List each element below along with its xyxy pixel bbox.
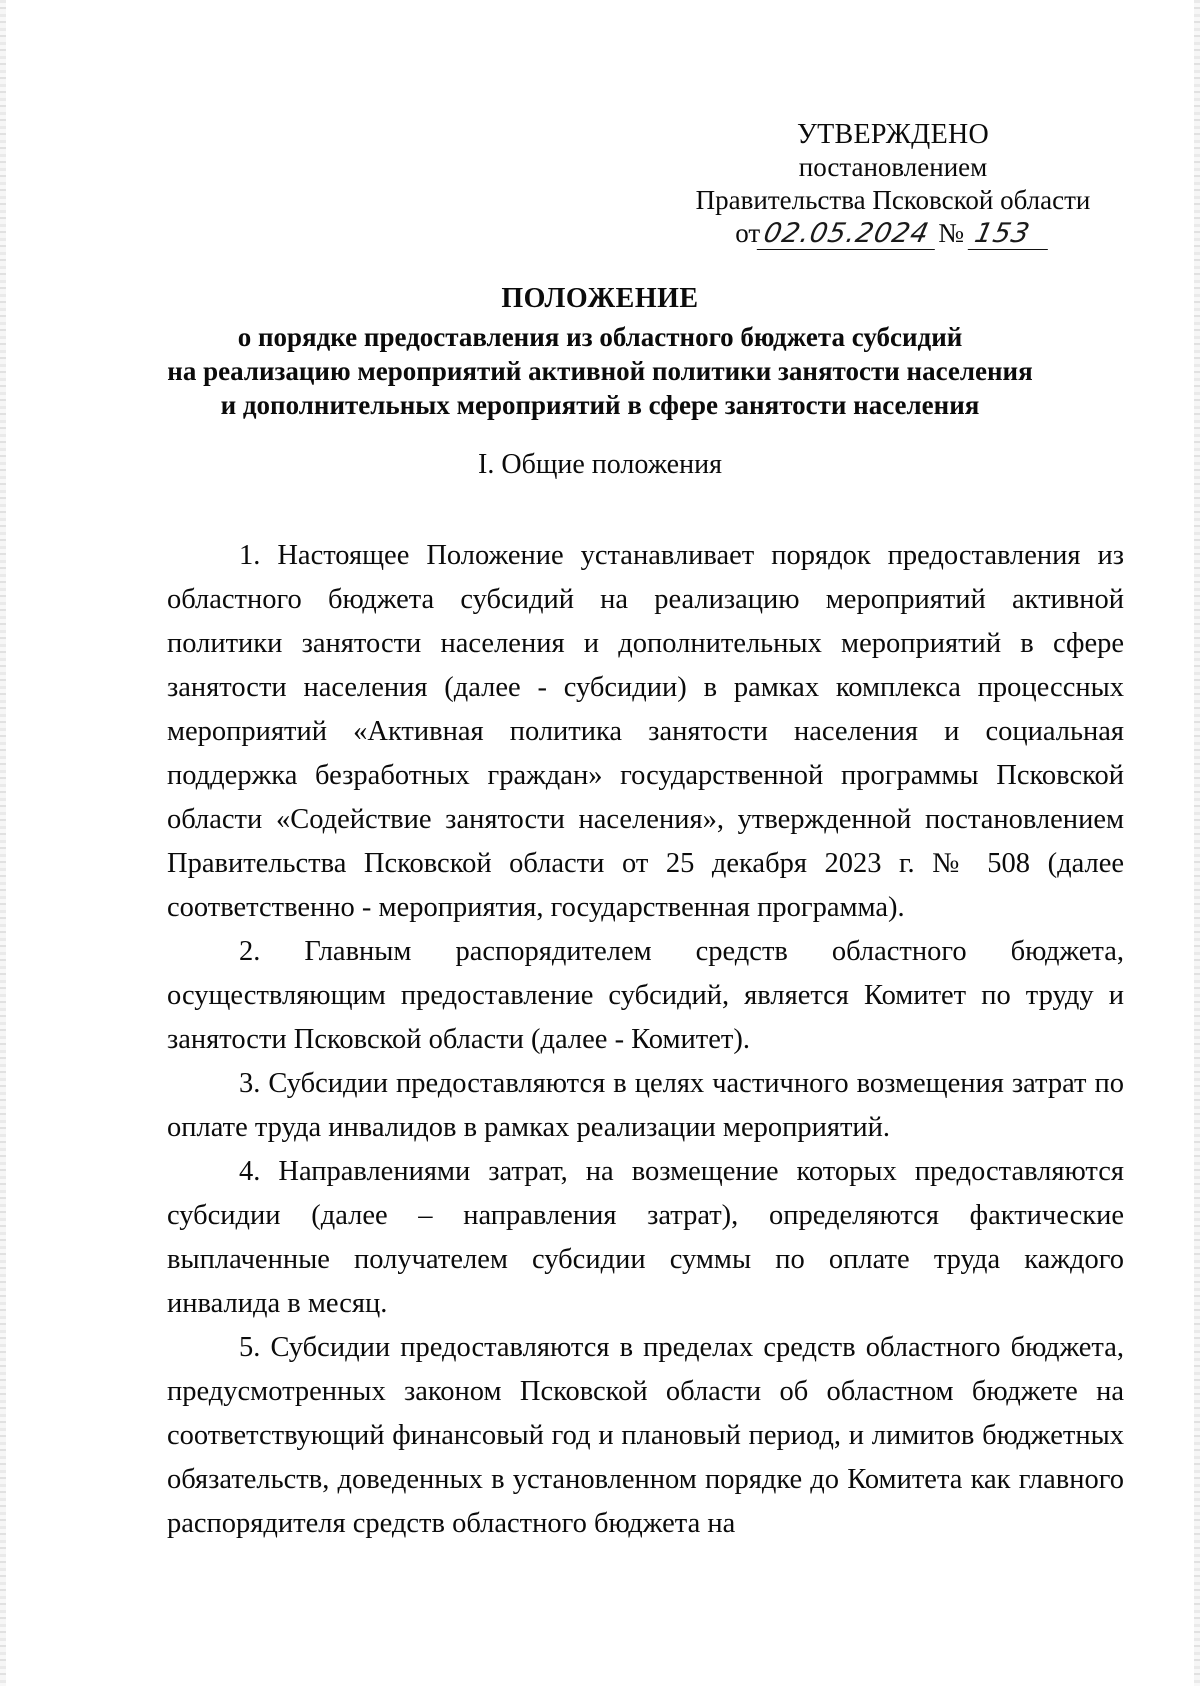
paragraph-1: 1. Настоящее Положение устанавливает порядок предоставления из областного бюджета субсидий на реализацию мероприятий активной политики занятости населения и дополнительных мероприятий в сфере занятости населения (далее - субсидии) в рамках комплекса процессных мероприятий «Активная политика занятости населения и социальная поддержка безработных граждан» государственной программы Псковской области «Содействие занятости населения», утвержденной постановлением Правительства Псковской области от 25 декабря 2023 г. № 508 (далее соответственно - мероприятия, государственная программа).: [167, 540, 1124, 923]
document-subtitle-line-2: на реализацию мероприятий активной политики занятости населения: [167, 356, 1033, 386]
approval-from-prefix: от: [735, 218, 761, 248]
document-title: ПОЛОЖЕНИЕ: [501, 283, 699, 314]
approval-title: УТВЕРЖДЕНО: [796, 119, 990, 150]
approval-line-resolution: постановлением: [798, 152, 988, 182]
paragraph-5: 5. Субсидии предоставляются в пределах средств областного бюджета, предусмотренных законом Псковской области об областном бюджете на соответствующий финансовый год и плановый период, и лимитов бюджетных обязательств, доведенных в установленном порядке до Комитета как главного распорядителя средств областного бюджета на: [167, 1332, 1124, 1539]
handwritten-number: 153: [967, 219, 1054, 250]
approval-number-prefix: №: [938, 218, 964, 248]
paragraph-4: 4. Направлениями затрат, на возмещение которых предоставляются субсидии (далее – направления затрат), определяются фактические выплаченные получателем субсидии суммы по оплате труда каждого инвалида в месяц.: [167, 1156, 1124, 1319]
paragraph-2: 2. Главным распорядителем средств областного бюджета, осуществляющим предоставление субсидий, является Комитет по труду и занятости Псковской области (далее - Комитет).: [167, 936, 1124, 1055]
scan-edge-left: [0, 0, 6, 1686]
approval-line-government: Правительства Псковской области: [695, 185, 1091, 215]
handwritten-date: 02.05.2024: [757, 219, 942, 250]
section-title: I. Общие положения: [478, 449, 722, 480]
approval-stamp-block: [683, 118, 1103, 250]
approval-date-line: [683, 217, 1103, 250]
document-subtitle-line-1: о порядке предоставления из областного бюджета субсидий: [237, 322, 963, 352]
scan-edge-right: [1194, 0, 1200, 1686]
document-subtitle-line-3: и дополнительных мероприятий в сфере занятости населения: [220, 390, 980, 420]
document-heading: [150, 282, 1050, 422]
document-body: [167, 534, 1124, 1546]
paragraph-3: 3. Субсидии предоставляются в целях частичного возмещения затрат по оплате труда инвалидов в рамках реализации мероприятий.: [167, 1068, 1124, 1143]
